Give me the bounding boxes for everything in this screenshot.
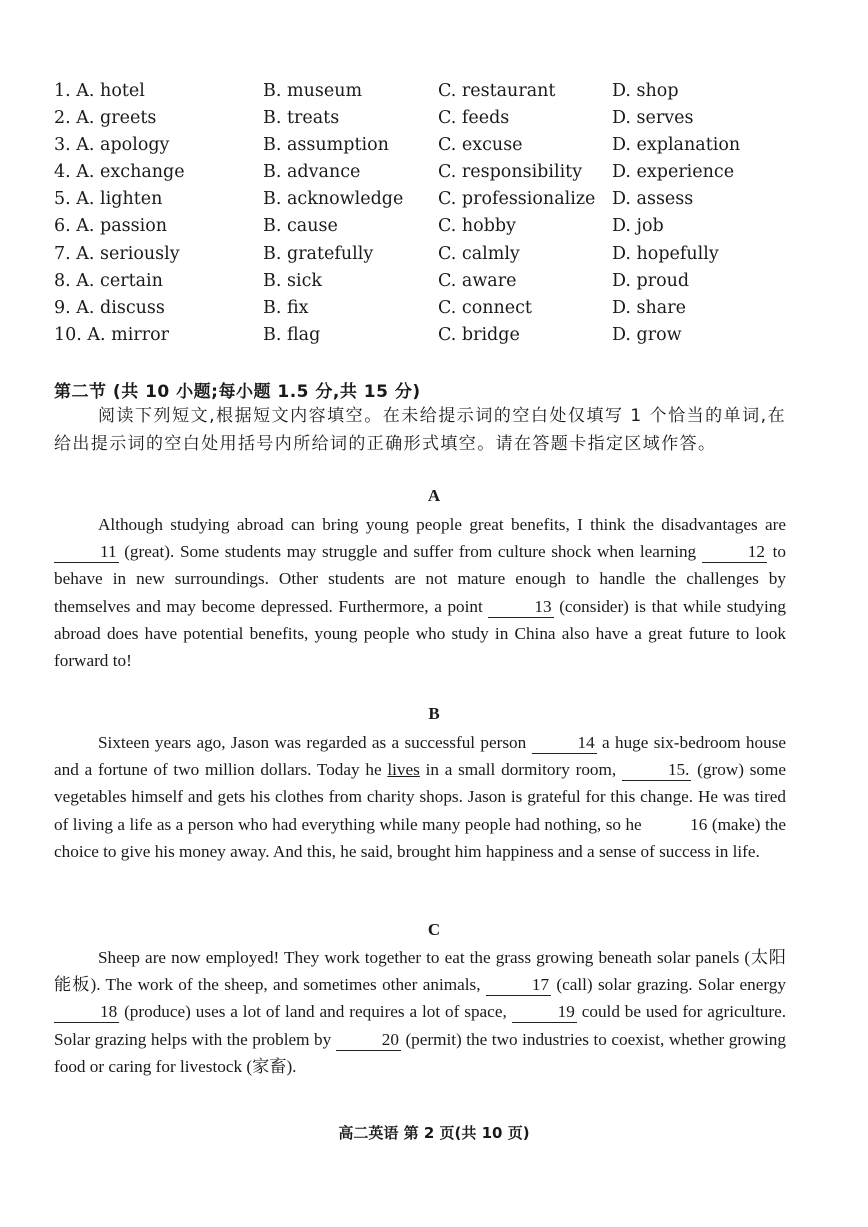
option-c: C. responsibility [438, 162, 583, 183]
passage-c-text-1: Sheep are now employed! They work together to eat the grass growing beneath solar panels (太阳能板). The work of the sheep, and sometimes other animals, [54, 948, 786, 995]
option-c: C. professionalize [438, 189, 596, 210]
option-a [54, 295, 165, 322]
blank-19: 19 [512, 1002, 577, 1023]
option-row [54, 186, 814, 213]
question-number: 3. [54, 135, 71, 156]
passage-b-text-2: a huge six-bedroom house and a fortune of two million dollars. Today he [54, 733, 787, 780]
option-row [54, 159, 814, 186]
option-row [54, 268, 814, 295]
option-a-text: A. exchange [76, 162, 185, 183]
passage-a-text-4: (consider) is that while studying abroad does have potential benefits, young people who study in China also have a great future to look forward to! [54, 596, 786, 671]
blank-18: 18 [54, 1002, 119, 1023]
blank-13: 13 [488, 597, 553, 618]
option-a-text: A. certain [76, 270, 163, 291]
section-title: 第二节 (共 10 小题;每小题 1.5 分,共 15 分) [54, 382, 421, 402]
option-c: C. aware [438, 270, 517, 291]
passage-b-text-4: (grow) some vegetables himself and gets his clothes from charity shops. Jason is grateful for this change. He was tired of living a life as a person who had everything while many people had nothing, so he [54, 760, 786, 834]
question-number: 2. [54, 108, 71, 129]
question-number: 10. [54, 324, 82, 345]
option-a-text: A. passion [76, 216, 168, 237]
option-d: D. assess [612, 189, 694, 210]
passage-b-text-5: (make) the choice to give his money away. And this, he said, brought him happiness and a sense of success in life. [54, 814, 786, 861]
question-number: 7. [54, 243, 71, 264]
question-number: 1. [54, 81, 71, 101]
blank-16: 16 [690, 814, 708, 834]
passage-c-text-3: (produce) uses a lot of land and requires a lot of space, [119, 1002, 512, 1022]
option-d: D. explanation [612, 135, 741, 156]
question-number: 9. [54, 297, 71, 318]
blank-17: 17 [486, 975, 551, 996]
blank-11: 11 [54, 542, 119, 563]
question-number: 6. [54, 216, 71, 237]
option-a [54, 268, 163, 295]
option-b: B. treats [263, 108, 340, 129]
page-footer: 高二英语 第 2 页(共 10 页) [338, 1124, 530, 1142]
option-a [54, 132, 169, 159]
option-a [54, 186, 162, 213]
option-a-text: A. seriously [76, 243, 180, 264]
option-b: B. flag [263, 324, 321, 345]
option-c: C. hobby [438, 216, 516, 237]
option-b: B. cause [263, 216, 338, 237]
word-lives: lives [387, 760, 420, 780]
option-b: B. assumption [263, 135, 389, 156]
passage-b-text-1: Sixteen years ago, Jason was regarded as a successful person [98, 733, 532, 752]
blank-15: 15. [622, 760, 691, 781]
passage-c-text-2: (call) solar grazing. Solar energy [551, 975, 786, 995]
blank-12: 12 [702, 542, 767, 563]
section-instruction: 阅读下列短文,根据短文内容填空。在未给提示词的空白处仅填写 1 个恰当的单词,在给出提示词的空白处用括号内所给词的正确形式填空。请在答题卡指定区域作答。 [54, 406, 786, 454]
option-a-text: A. discuss [76, 297, 165, 318]
passage-a [54, 511, 786, 674]
option-d: D. proud [612, 270, 690, 291]
passage-b-title: B [428, 704, 440, 723]
passage-b-text-3: in a small dormitory room, [419, 760, 622, 780]
option-row [54, 295, 814, 322]
option-row [54, 132, 814, 159]
option-c: C. feeds [438, 108, 510, 129]
option-a [54, 322, 169, 349]
option-row [54, 322, 814, 349]
option-row [54, 105, 814, 132]
question-number: 8. [54, 270, 71, 291]
option-d: D. hopefully [612, 243, 719, 264]
option-c: C. connect [438, 297, 532, 318]
option-a [54, 78, 145, 105]
option-d: D. experience [612, 162, 735, 183]
option-c: C. excuse [438, 135, 523, 156]
option-b: B. museum [263, 81, 363, 101]
option-a [54, 159, 185, 186]
option-row [54, 78, 814, 105]
option-a [54, 105, 156, 132]
question-number: 5. [54, 189, 71, 210]
blank-14: 14 [532, 733, 597, 754]
option-d: D. share [612, 297, 686, 318]
option-a-text: A. greets [76, 108, 157, 129]
passage-c-title: C [427, 920, 441, 939]
option-a-text: A. mirror [87, 324, 170, 345]
passage-b [54, 729, 786, 865]
option-a [54, 213, 167, 240]
option-a [54, 241, 180, 268]
option-row [54, 213, 814, 240]
option-a-text: A. hotel [76, 81, 145, 101]
option-b: B. advance [263, 162, 361, 183]
option-c: C. calmly [438, 243, 520, 264]
question-number: 4. [54, 162, 71, 183]
passage-a-text-3: to behave in new surroundings. Other students are not mature enough to handle the challenges by themselves and may become depressed. Furthermore, a point [54, 542, 786, 616]
passage-c-text-4: could be used for agriculture. Solar grazing helps with the problem by [54, 1002, 786, 1049]
options-table [54, 78, 814, 349]
option-a-text: A. lighten [76, 189, 163, 210]
option-b: B. acknowledge [263, 189, 404, 210]
option-b: B. fix [263, 297, 309, 318]
passage-a-text-1: Although studying abroad can bring young people great benefits, I think the disadvantages are [98, 515, 786, 534]
passage-c-text-5: (permit) the two industries to coexist, whether growing food or caring for livestock (家畜). [54, 1029, 786, 1076]
option-d: D. grow [612, 324, 682, 345]
option-d: D. job [612, 216, 664, 237]
blank-20: 20 [336, 1030, 401, 1051]
option-b: B. gratefully [263, 243, 374, 264]
option-c: C. bridge [438, 324, 520, 345]
passage-a-title: A [427, 486, 441, 505]
option-row [54, 241, 814, 268]
option-a-text: A. apology [76, 135, 170, 156]
option-d: D. serves [612, 108, 694, 129]
option-b: B. sick [263, 270, 322, 291]
option-d: D. shop [612, 81, 679, 101]
passage-c [54, 944, 786, 1080]
option-c: C. restaurant [438, 81, 556, 101]
passage-a-text-2: (great). Some students may struggle and suffer from culture shock when learning [118, 542, 702, 562]
